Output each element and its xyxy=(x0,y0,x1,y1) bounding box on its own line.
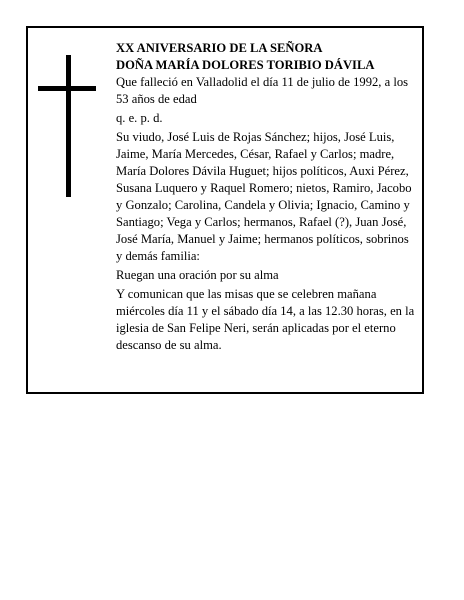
notice-heading-line1: XX ANIVERSARIO DE LA SEÑORA xyxy=(116,41,323,55)
mass-info: Y comunican que las misas que se celebren mañana miércoles día 11 y el sábado día 14, a las 12.30 horas, en la iglesia de San Felipe Neri, serán aplicadas por el eterno descanso de su alma. xyxy=(116,287,415,352)
notice-heading-line2: DOÑA MARÍA DOLORES TORIBIO DÁVILA xyxy=(116,58,375,72)
death-info: Que falleció en Valladolid el día 11 de julio de 1992, a los 53 años de edad xyxy=(116,75,409,106)
cross-vertical-bar xyxy=(66,55,71,197)
family-list: Su viudo, José Luis de Rojas Sánchez; hijos, José Luis, Jaime, María Mercedes, César, Rafael y Carlos; madre, María Dolores Dávila Huguet; hijos políticos, Auxi Pérez, Susana Luquero y Raquel Romero; nietos, Ramiro, Jacobo y Gonzalo; Carolina, Candela y Olivia; Ignacio, Camino y Santiago; Vega y Carlos; hermanos, Rafael (?), Juan José, José María, Manuel y Jaime; hermanos políticos, sobrinos y demás familia: xyxy=(116,130,412,263)
rip-text: q. e. p. d. xyxy=(116,111,163,125)
obituary-notice xyxy=(26,26,424,394)
notice-text xyxy=(116,40,416,354)
prayer-request: Ruegan una oración por su alma xyxy=(116,268,279,282)
cross-horizontal-bar xyxy=(38,86,96,91)
